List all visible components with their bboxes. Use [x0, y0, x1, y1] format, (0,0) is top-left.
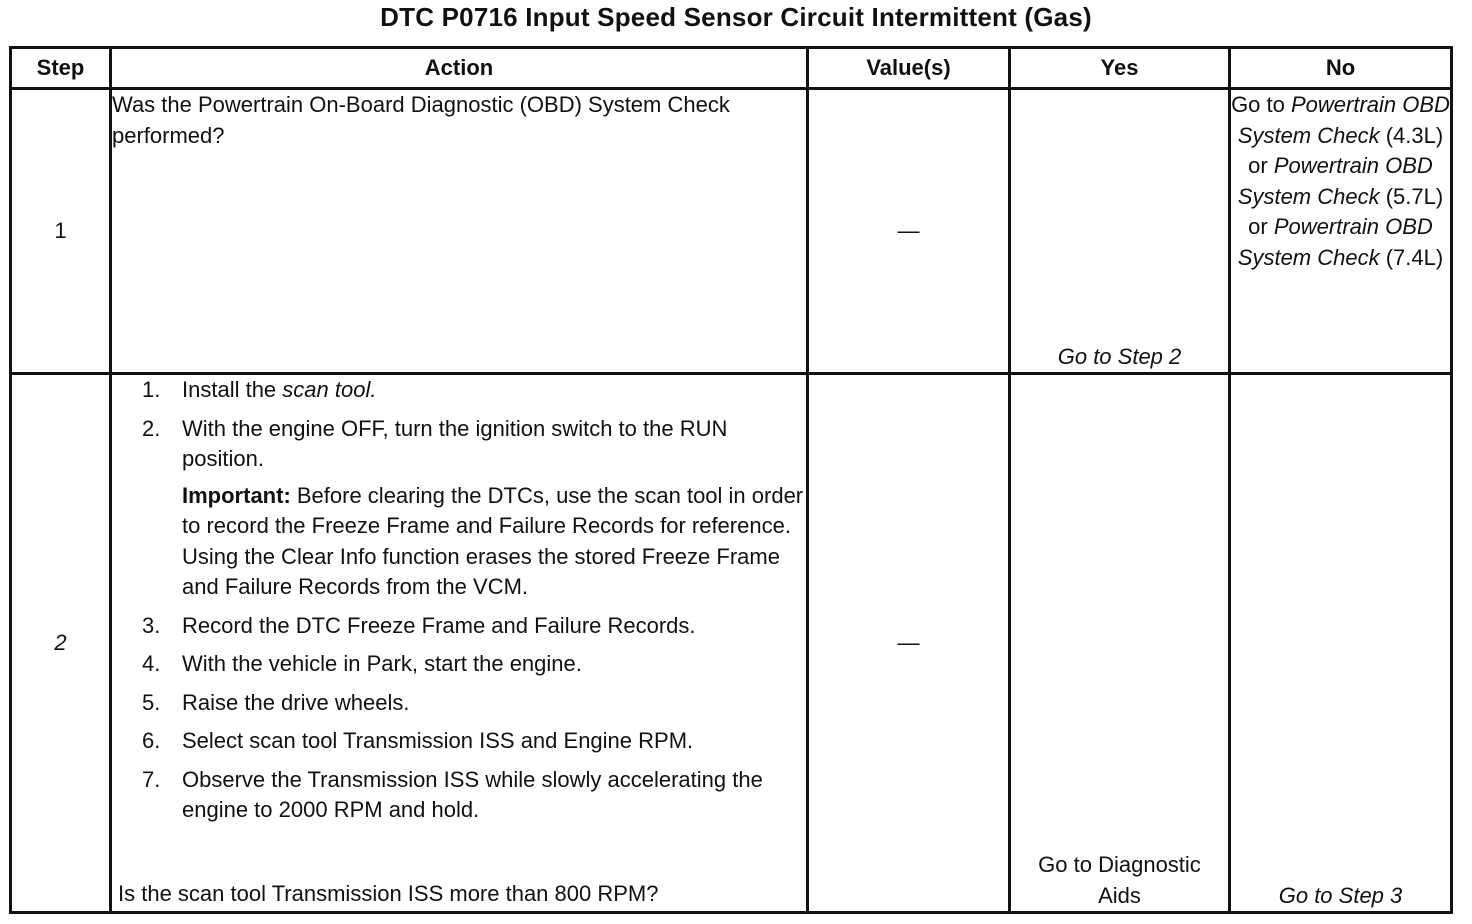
important-text: Before clearing the DTCs, use the scan tool in order to record the Freeze Frame and Failure Records for reference. Using the Clear Info function erases the stored Freeze Frame and Failure Records from the VCM.	[182, 482, 804, 599]
step-index: 2.	[142, 415, 161, 441]
step-text: Install the	[182, 377, 283, 402]
list-item	[112, 765, 806, 826]
header-action: Action	[111, 48, 808, 89]
step-index: 7.	[142, 766, 161, 792]
step-index: 4.	[142, 651, 161, 676]
step-text: Observe the Transmission ISS while slowly accelerating the engine to 2000 RPM and hold.	[182, 766, 763, 822]
step-index: 6.	[142, 728, 161, 753]
yes-cell	[1010, 374, 1230, 913]
action-cell: Was the Powertrain On-Board Diagnostic (OBD) System Check performed?	[111, 89, 808, 374]
no-ref-text: Powertrain OBD System Check	[1237, 153, 1433, 209]
step-text: Record the DTC Freeze Frame and Failure Records.	[182, 612, 696, 638]
table-row	[11, 89, 1452, 374]
header-yes: Yes	[1010, 48, 1230, 89]
important-label: Important:	[182, 482, 291, 508]
list-item	[112, 688, 806, 719]
no-ref-text: Powertrain OBD System Check	[1237, 214, 1433, 270]
step-index: 3.	[142, 612, 161, 638]
action-steps-list	[112, 611, 806, 826]
step-text: Raise the drive wheels.	[182, 689, 410, 715]
list-item	[112, 611, 806, 642]
step-emphasis: scan tool.	[282, 377, 377, 402]
header-step: Step	[11, 48, 111, 89]
list-item	[112, 375, 806, 406]
important-note	[112, 481, 806, 603]
no-text: (7.4L)	[1379, 244, 1444, 270]
list-item	[112, 649, 806, 680]
step-text: Select scan tool Transmission ISS and Engine RPM.	[182, 728, 694, 753]
no-text: (5.7L) or	[1248, 183, 1444, 239]
values-cell: —	[808, 374, 1010, 913]
diagnostic-table	[9, 46, 1453, 914]
no-text: Go to	[1231, 92, 1291, 117]
no-cell	[1230, 374, 1452, 913]
no-ref-text: Powertrain OBD System Check	[1237, 92, 1450, 148]
step-text: With the engine OFF, turn the ignition switch to the RUN position.	[182, 415, 728, 471]
values-cell: —	[808, 89, 1010, 374]
step-index: 1.	[142, 377, 161, 402]
no-cell	[1230, 89, 1452, 374]
table-header-row	[11, 48, 1452, 89]
header-no: No	[1230, 48, 1452, 89]
list-item	[112, 414, 806, 475]
step-index: 5.	[142, 689, 161, 715]
step-number: 1	[11, 89, 111, 374]
step-number: 2	[11, 374, 111, 913]
action-cell	[111, 374, 808, 913]
header-values: Value(s)	[808, 48, 1010, 89]
yes-link-text: Go to Diagnostic Aids	[1038, 852, 1201, 908]
no-text: (4.3L) or	[1248, 122, 1444, 178]
yes-cell	[1010, 89, 1230, 374]
table-row	[11, 374, 1452, 913]
no-link-text: Go to Step 3	[1278, 882, 1403, 908]
action-steps-list	[112, 375, 806, 475]
step-text: With the vehicle in Park, start the engine.	[182, 651, 582, 676]
list-item	[112, 726, 806, 757]
question-text: Is the scan tool Transmission ISS more than 800 RPM?	[118, 880, 659, 906]
yes-link-text: Go to Step 2	[1057, 343, 1182, 369]
page-title: DTC P0716 Input Speed Sensor Circuit Intermittent (Gas)	[380, 2, 1092, 32]
